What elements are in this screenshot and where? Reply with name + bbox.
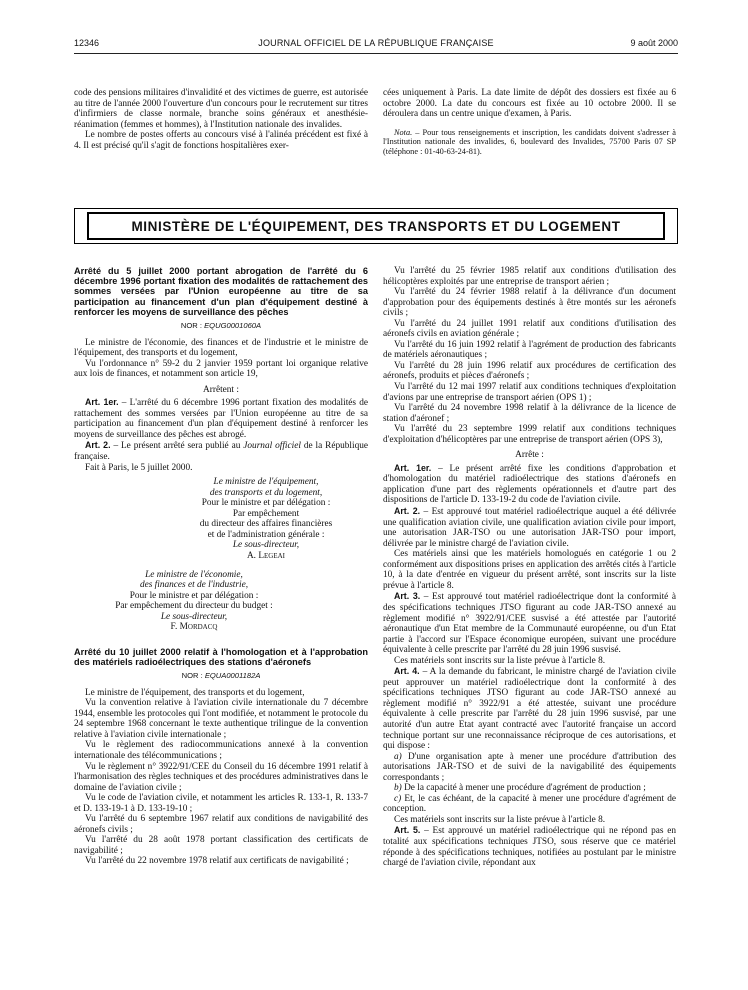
signature-block-economie [64,570,324,633]
fait-a-paris: Fait à Paris, le 5 juillet 2000. [85,462,193,473]
paragraph: Le nombre de postes offerts au concours visé à l'alinéa précédent est fixé à 4. Il est précisé qu'il s'agit de fonctions hospitalières exer- [74,130,368,151]
article-text: – L'arrêté du 6 décembre 1996 portant fixation des modalités de rattachement des sommes versées par l'Union européenne au titre de sa participation au financement d'un plan d'équipement destiné à renforcer les moyens de surveillance des pêches est abrogé. [74,398,368,440]
visa-paragraph: Vu l'arrêté du 25 février 1985 relatif aux conditions d'utilisation des hélicoptères exploités par une entreprise de transport aérien ; [383,266,676,287]
list-item-a [383,752,676,784]
visa-paragraph: Vu l'arrêté du 24 juillet 1991 relatif aux conditions d'utilisation des aéronefs civils en aviation générale ; [383,318,676,340]
list-text: Et, le cas échéant, de la capacité à mener une procédure d'agrément de conception. [383,793,676,815]
article-label: Art. 2. [85,440,111,451]
list-item-b [383,783,676,794]
paragraph: Ces matériels ainsi que les matériels homologués en catégorie 1 ou 2 conformément aux dispositions prises en application des arrêtés cités à l'article 10, à la date d'entrée en vigueur du présent arrêté, sont inscrits sur la liste prévue à l'article 8. [383,549,676,591]
signature-line: Le ministre de l'équipement, [213,477,319,488]
paragraph: code des pensions militaires d'invalidité et des victimes de guerre, est autorisée au titre de l'année 2000 l'ouverture d'un concours pour le recrutement sur titres d'infirmiers de classe normale, branche soins généraux et anesthésie-réanimation (femmes et hommes), à l'Institution nationale des invalides. [74,88,368,130]
article-1 [383,463,676,506]
list-marker: a) [394,751,402,762]
article-2 [74,440,368,462]
visa-paragraph: Vu l'arrêté du 12 mai 1997 relatif aux conditions techniques d'exploitation d'avions par une entreprise de transport aérien (OPS 1) ; [383,382,676,403]
arrete-title: Arrêté du 10 juillet 2000 relatif à l'homologation et à l'approbation des matériels radioélectriques des stations d'aéronefs [74,646,368,667]
article-label: Art. 1er. [394,462,432,473]
article-1 [74,397,368,440]
visa-paragraph: Vu l'arrêté du 23 septembre 1999 relatif aux conditions techniques d'exploitation d'hélicoptères par une entreprise de transport aérien (OPS 3), [383,424,676,445]
arrete-title: Arrêté du 5 juillet 2000 portant abrogation de l'arrêté du 6 décembre 1996 portant fixation des modalités de rattachement des sommes versées par l'Union européenne au titre de sa participation au financement d'un plan d'équipement destiné à renforcer les moyens de surveillance des pêches [74,266,368,317]
issue-date: 9 août 2000 [630,38,678,48]
signature-line: des transports et du logement, [209,487,323,498]
ministry-banner-frame [87,212,665,240]
article-5 [383,825,676,868]
nor-label: NOR : [180,321,205,331]
nota-text: – Pour tous renseignements et inscription, les candidats doivent s'adresser à l'Institution nationale des invalides, 6, boulevard des Invalides, 75700 Paris 07 SP (téléphone : 01-40-63-24-81). [383,127,676,156]
paragraph: cées uniquement à Paris. La date limite de dépôt des dossiers est fixée au 6 octobre 2000. La date du concours est fixée au 10 octobre 2000. Il se déroulera dans un centre unique d'examen, à Paris. [383,88,676,120]
signature-line: Pour le ministre et par délégation : [201,498,331,509]
list-text: D'une organisation apte à mener une procédure d'attribution des autorisations JAR-TSO et de suivi de la navigabilité des équipements correspondants ; [383,751,676,783]
page-number: 12346 [74,38,100,48]
signature-line: A. Legeai [246,550,286,561]
article-label: Art. 3. [394,591,421,602]
signature-line: Par empêchement [232,508,300,519]
main-left-column [74,266,368,867]
nota-paragraph [383,128,676,157]
signature-line: et de l'administration générale : [207,529,325,540]
visa-paragraph: Vu l'arrêté du 24 février 1988 relatif à la délivrance d'un document d'approbation pour des équipements destinés à être montés sur les aéronefs civils ; [383,287,676,319]
article-text: – Est approuvé tout matériel radioélectrique dont la conformité à des spécifications techniques JTSO figurant au code JAR-TSO annexé au règlement modifié n° 3922/91/CEE susvisé a été attestée par l'autorité aéronautique d'un Etat membre de la Communauté européenne, ou d'un Etat partie à l'accord sur l'Espace économique européen, suivant une procédure équivalente à celle prescrite par l'arrêté du 28 juin 1996 susvisé. [383,592,676,656]
article-text: – Le présent arrêté fixe les conditions d'approbation et d'homologation du matériel radioélectrique des stations d'aéronefs en application d'une part des règlements opérationnels et d'autre part des dispositions de l'article D. 133-19-2 du code de l'aviation civile. [383,463,677,506]
visa-paragraph: Vu le code de l'aviation civile, et notamment les articles R. 133-1, R. 133-7 et D. 133-19-1 à D. 133-19-10 ; [74,793,368,814]
header-rule [74,53,678,54]
article-text: – Est approuvé un matériel radioélectrique qui ne répond pas en totalité aux spécifications techniques JTSO, sous réserve que ce matériel réponde à des spécifications techniques, notifiées au postulant par le ministre chargé de l'aviation civile, répondant aux [383,826,676,869]
nor-label: NOR : [181,671,205,681]
list-marker: c) [394,793,402,804]
article-label: Art. 5. [394,825,421,836]
top-right-column [383,88,676,165]
list-item-c [383,794,676,815]
nor-code: EQUA0001182A [204,671,261,681]
paragraph: Ces matériels sont inscrits sur la liste prévue à l'article 8. [394,814,606,825]
visa-paragraph: Vu l'arrêté du 16 juin 1992 relatif à l'agrément de production des fabricants de matériels aéronautiques ; [383,339,676,361]
article-label: Art. 4. [394,666,420,677]
paragraph: Ces matériels sont inscrits sur la liste prévue à l'article 8. [394,655,606,666]
running-header [74,38,678,52]
visa-paragraph: Vu la convention relative à l'aviation civile internationale du 7 décembre 1944, ensemble les protocoles qui l'ont modifiée, et notamment le protocole du 24 septembre 1968 concernant le texte authentique trilingue de la convention relative à l'aviation civile internationale ; [74,698,368,740]
article-4 [383,666,676,751]
ministry-banner [74,208,678,244]
nor-reference [74,671,368,682]
visa-paragraph: Vu l'arrêté du 22 novembre 1978 relatif aux certificats de navigabilité ; [85,856,349,867]
signature-line: du directeur des affaires financières [199,519,333,530]
signature-block-equipement [164,477,368,561]
visa-list-left [74,688,368,867]
list-text: De la capacité à mener une procédure d'agrément de production ; [401,783,646,794]
article-text: de la République française. [74,441,369,463]
article-text: – Le présent arrêté sera publié au [110,441,244,452]
visa-paragraph: Vu l'arrêté du 6 septembre 1967 relatif aux conditions de navigabilité des aéronefs civils ; [74,814,368,835]
signature-line: Le sous-directeur, [232,540,300,551]
article-3 [383,591,676,655]
nor-code: EQUG0001060A [204,321,262,331]
visa-paragraph: Vu le règlement n° 3922/91/CEE du Conseil du 16 décembre 1991 relatif à l'harmonisation des règles techniques et des procédures administratives dans le domaine de l'aviation civile ; [74,761,368,793]
signature-line: Le ministre de l'économie, [145,569,243,580]
signature-line: Par empêchement du directeur du budget : [115,601,273,612]
visa-paragraph: Le ministre de l'équipement, des transports et du logement, [85,687,305,698]
visa-paragraph: Vu le règlement des radiocommunications annexé à la convention internationale des télécommunications ; [74,740,368,762]
top-left-column [74,88,368,151]
list-marker: b) [394,783,402,794]
article-text: – A la demande du fabricant, le ministre chargé de l'aviation civile peut approuver un matériel radioélectrique dont la conformité à des spécifications techniques JTSO figurant au code JAR-TSO annexé au règlement modifié n° 3922/91 a été attestée, suivant une procédure équivalente à celle prescrite par l'arrêté du 28 juin 1996 susvisé, par une autorité d'un autre Etat ayant contracté avec l'autorité française un accord technique portant sur une reconnaissance réciproque de ces autorisations, et qui dispose : [383,667,676,752]
journal-officiel-ref: Journal officiel [243,441,301,452]
paragraph: Vu l'ordonnance n° 59-2 du 2 janvier 1959 portant loi organique relative aux lois de finances, et notamment son article 19, [74,358,368,380]
article-2 [383,506,676,549]
arretent-heading: Arrêtent : [203,384,239,395]
visa-paragraph: Vu l'arrêté du 28 août 1978 portant classification des certificats de navigabilité ; [74,835,368,856]
signature-line: Le sous-directeur, [160,611,228,622]
signature-line: F. Mordacq [170,622,218,633]
journal-title: JOURNAL OFFICIEL DE LA RÉPUBLIQUE FRANÇAISE [258,38,494,48]
main-right-column [383,266,676,869]
nota-label: Nota. [394,127,413,137]
article-label: Art. 1er. [85,397,119,408]
ministry-title: MINISTÈRE DE L'ÉQUIPEMENT, DES TRANSPORTS ET DU LOGEMENT [131,218,621,234]
arrete-heading: Arrête : [515,450,544,461]
visa-paragraph: Vu l'arrêté du 24 novembre 1998 relatif à la délivrance de la licence de station d'aéronef ; [383,403,676,424]
visa-list-right [383,266,676,445]
signature-line: Pour le ministre et par délégation : [129,590,259,601]
signature-line: des finances et de l'industrie, [139,580,249,591]
article-label: Art. 2. [394,506,421,517]
visa-paragraph: Vu l'arrêté du 28 juin 1996 relatif aux procédures de certification des aéronefs, produits et pièces d'aéronefs ; [383,360,676,382]
article-text: – Est approuvé tout matériel radioélectrique auquel a été délivrée une qualification aviation civile, une qualification aviation civile pour import, une autorisation JAR-TSO ou une autorisation JAR-TSO pour import, délivrée par le ministre chargé de l'aviation civile. [383,507,676,549]
nor-reference [74,321,368,332]
paragraph: Le ministre de l'économie, des finances et de l'industrie et le ministre de l'équipement, des transports et du logement, [74,337,368,359]
